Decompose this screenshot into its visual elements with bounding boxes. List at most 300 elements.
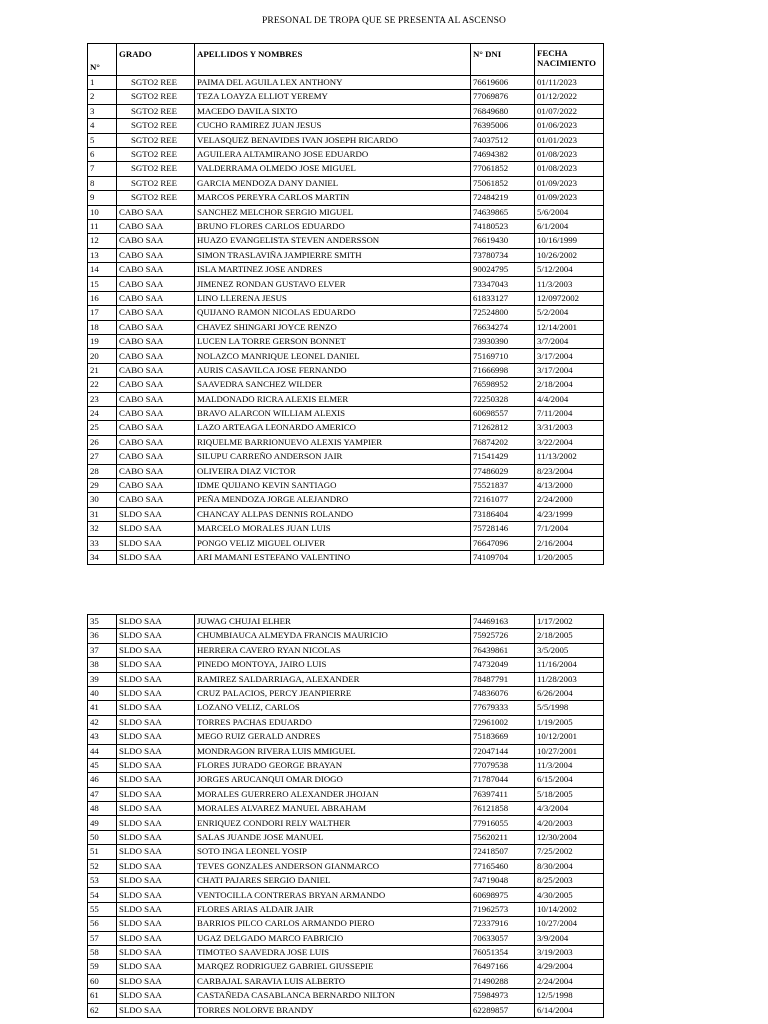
cell-dni: 74719048	[471, 874, 535, 888]
cell-fecha-nacimiento: 12/14/2001	[535, 320, 604, 334]
cell-grado: SLDO SAA	[117, 989, 195, 1003]
cell-fecha-nacimiento: 4/30/2005	[535, 888, 604, 902]
table-row	[88, 392, 604, 406]
cell-number: 5	[88, 133, 117, 147]
cell-dni: 74180523	[471, 219, 535, 233]
table-row	[88, 1003, 604, 1017]
cell-grado: SLDO SAA	[117, 830, 195, 844]
cell-dni: 75728146	[471, 522, 535, 536]
table-row	[88, 450, 604, 464]
cell-fecha-nacimiento: 5/6/2004	[535, 205, 604, 219]
table-row	[88, 335, 604, 349]
cell-nombres: IDME QUIJANO KEVIN SANTIAGO	[195, 478, 471, 492]
cell-grado: SLDO SAA	[117, 536, 195, 550]
table-row	[88, 205, 604, 219]
cell-dni: 76874202	[471, 435, 535, 449]
table-body-2	[88, 615, 604, 1018]
table-row	[88, 859, 604, 873]
cell-grado: SLDO SAA	[117, 744, 195, 758]
cell-nombres: CHUMBIAUCA ALMEYDA FRANCIS MAURICIO	[195, 629, 471, 643]
cell-fecha-nacimiento: 10/12/2001	[535, 730, 604, 744]
cell-dni: 72337916	[471, 917, 535, 931]
cell-grado: SGTO2 REE	[117, 147, 195, 161]
cell-fecha-nacimiento: 10/26/2002	[535, 248, 604, 262]
cell-number: 44	[88, 744, 117, 758]
cell-fecha-nacimiento: 01/01/2023	[535, 133, 604, 147]
cell-number: 32	[88, 522, 117, 536]
table-row	[88, 176, 604, 190]
cell-nombres: ENRIQUEZ CONDORI RELY WALTHER	[195, 816, 471, 830]
cell-nombres: UGAZ DELGADO MARCO FABRICIO	[195, 931, 471, 945]
cell-fecha-nacimiento: 4/3/2004	[535, 802, 604, 816]
cell-dni: 76619606	[471, 76, 535, 90]
cell-dni: 71490288	[471, 974, 535, 988]
table-row	[88, 974, 604, 988]
cell-number: 48	[88, 802, 117, 816]
cell-number: 43	[88, 730, 117, 744]
cell-fecha-nacimiento: 10/27/2004	[535, 917, 604, 931]
cell-fecha-nacimiento: 8/23/2004	[535, 464, 604, 478]
cell-number: 47	[88, 787, 117, 801]
cell-nombres: BRUNO FLORES CARLOS EDUARDO	[195, 219, 471, 233]
cell-grado: SLDO SAA	[117, 845, 195, 859]
cell-dni: 73930390	[471, 335, 535, 349]
table-row	[88, 421, 604, 435]
cell-nombres: PEÑA MENDOZA JORGE ALEJANDRO	[195, 493, 471, 507]
header-fecha-line1: FECHA	[537, 48, 568, 58]
cell-fecha-nacimiento: 8/25/2003	[535, 874, 604, 888]
cell-number: 25	[88, 421, 117, 435]
cell-fecha-nacimiento: 4/29/2004	[535, 960, 604, 974]
cell-fecha-nacimiento: 01/09/2023	[535, 176, 604, 190]
cell-grado: CABO SAA	[117, 205, 195, 219]
cell-grado: CABO SAA	[117, 248, 195, 262]
cell-fecha-nacimiento: 6/14/2004	[535, 1003, 604, 1017]
table-row	[88, 90, 604, 104]
cell-nombres: VENTOCILLA CONTRERAS BRYAN ARMANDO	[195, 888, 471, 902]
table-row	[88, 133, 604, 147]
cell-number: 39	[88, 672, 117, 686]
table-row	[88, 802, 604, 816]
cell-nombres: QUIJANO RAMON NICOLAS EDUARDO	[195, 306, 471, 320]
cell-dni: 78487791	[471, 672, 535, 686]
cell-fecha-nacimiento: 3/17/2004	[535, 363, 604, 377]
cell-number: 12	[88, 234, 117, 248]
cell-grado: SGTO2 REE	[117, 133, 195, 147]
cell-fecha-nacimiento: 11/28/2003	[535, 672, 604, 686]
table-row	[88, 219, 604, 233]
cell-number: 17	[88, 306, 117, 320]
table-row	[88, 191, 604, 205]
cell-nombres: MACEDO DAVILA SIXTO	[195, 104, 471, 118]
cell-nombres: TORRES PACHAS EDUARDO	[195, 715, 471, 729]
cell-fecha-nacimiento: 01/11/2023	[535, 76, 604, 90]
table-row	[88, 816, 604, 830]
table-row	[88, 104, 604, 118]
table-row	[88, 550, 604, 564]
cell-fecha-nacimiento: 1/19/2005	[535, 715, 604, 729]
table-row	[88, 478, 604, 492]
cell-nombres: HERRERA CAVERO RYAN NICOLAS	[195, 643, 471, 657]
table-row	[88, 715, 604, 729]
table-row	[88, 917, 604, 931]
cell-nombres: MARCOS PEREYRA CARLOS MARTIN	[195, 191, 471, 205]
table-header-row	[88, 44, 604, 76]
cell-dni: 76598952	[471, 378, 535, 392]
cell-grado: CABO SAA	[117, 320, 195, 334]
cell-grado: CABO SAA	[117, 363, 195, 377]
table-row	[88, 363, 604, 377]
cell-fecha-nacimiento: 01/12/2022	[535, 90, 604, 104]
table-row	[88, 787, 604, 801]
cell-number: 15	[88, 277, 117, 291]
cell-dni: 77165460	[471, 859, 535, 873]
header-fecha	[535, 44, 604, 76]
cell-fecha-nacimiento: 4/20/2003	[535, 816, 604, 830]
cell-nombres: CHANCAY ALLPAS DENNIS ROLANDO	[195, 507, 471, 521]
cell-dni: 77069876	[471, 90, 535, 104]
cell-number: 6	[88, 147, 117, 161]
cell-nombres: MORALES GUERRERO ALEXANDER JHOJAN	[195, 787, 471, 801]
table-row	[88, 888, 604, 902]
cell-dni: 75183669	[471, 730, 535, 744]
cell-dni: 71666998	[471, 363, 535, 377]
cell-number: 24	[88, 406, 117, 420]
cell-dni: 75169710	[471, 349, 535, 363]
cell-nombres: CARBAJAL SARAVIA LUIS ALBERTO	[195, 974, 471, 988]
cell-number: 21	[88, 363, 117, 377]
cell-nombres: LUCEN LA TORRE GERSON BONNET	[195, 335, 471, 349]
cell-dni: 74694382	[471, 147, 535, 161]
cell-grado: SGTO2 REE	[117, 176, 195, 190]
cell-grado: CABO SAA	[117, 277, 195, 291]
cell-dni: 72418507	[471, 845, 535, 859]
table-row	[88, 989, 604, 1003]
cell-dni: 75061852	[471, 176, 535, 190]
cell-grado: CABO SAA	[117, 450, 195, 464]
cell-grado: CABO SAA	[117, 349, 195, 363]
cell-number: 56	[88, 917, 117, 931]
cell-nombres: LOZANO VELIZ, CARLOS	[195, 701, 471, 715]
table-row	[88, 874, 604, 888]
table-row	[88, 378, 604, 392]
cell-nombres: SALAS JUANDE JOSE MANUEL	[195, 830, 471, 844]
cell-grado: CABO SAA	[117, 306, 195, 320]
cell-nombres: SIMON TRASLAVIÑA JAMPIERRE SMITH	[195, 248, 471, 262]
cell-fecha-nacimiento: 12/0972002	[535, 291, 604, 305]
table-row	[88, 758, 604, 772]
table-row	[88, 406, 604, 420]
cell-nombres: CHAVEZ SHINGARI JOYCE RENZO	[195, 320, 471, 334]
cell-number: 46	[88, 773, 117, 787]
cell-grado: SLDO SAA	[117, 758, 195, 772]
cell-fecha-nacimiento: 3/19/2003	[535, 945, 604, 959]
cell-number: 8	[88, 176, 117, 190]
table-row	[88, 536, 604, 550]
cell-dni: 71787044	[471, 773, 535, 787]
cell-grado: SLDO SAA	[117, 658, 195, 672]
table-row	[88, 629, 604, 643]
cell-grado: SLDO SAA	[117, 507, 195, 521]
cell-nombres: LAZO ARTEAGA LEONARDO AMERICO	[195, 421, 471, 435]
cell-grado: SLDO SAA	[117, 643, 195, 657]
cell-fecha-nacimiento: 1/17/2002	[535, 615, 604, 629]
cell-number: 11	[88, 219, 117, 233]
cell-fecha-nacimiento: 2/24/2000	[535, 493, 604, 507]
cell-fecha-nacimiento: 1/20/2005	[535, 550, 604, 564]
cell-dni: 72524800	[471, 306, 535, 320]
cell-number: 59	[88, 960, 117, 974]
cell-fecha-nacimiento: 3/22/2004	[535, 435, 604, 449]
table-row	[88, 830, 604, 844]
table-row	[88, 672, 604, 686]
table-row	[88, 730, 604, 744]
cell-grado: CABO SAA	[117, 421, 195, 435]
cell-grado: CABO SAA	[117, 435, 195, 449]
cell-nombres: MORALES ALVAREZ MANUEL ABRAHAM	[195, 802, 471, 816]
cell-fecha-nacimiento: 5/12/2004	[535, 263, 604, 277]
table-row	[88, 945, 604, 959]
cell-nombres: JORGES ARUCANQUI OMAR DIOGO	[195, 773, 471, 787]
cell-number: 13	[88, 248, 117, 262]
cell-nombres: AURIS CASAVILCA JOSE FERNANDO	[195, 363, 471, 377]
cell-dni: 61833127	[471, 291, 535, 305]
table-row	[88, 744, 604, 758]
cell-grado: SGTO2 REE	[117, 104, 195, 118]
cell-dni: 76395006	[471, 119, 535, 133]
cell-number: 31	[88, 507, 117, 521]
cell-nombres: SANCHEZ MELCHOR SERGIO MIGUEL	[195, 205, 471, 219]
cell-dni: 75925726	[471, 629, 535, 643]
cell-nombres: NOLAZCO MANRIQUE LEONEL DANIEL	[195, 349, 471, 363]
cell-grado: SLDO SAA	[117, 686, 195, 700]
cell-number: 1	[88, 76, 117, 90]
cell-dni: 75620211	[471, 830, 535, 844]
cell-number: 42	[88, 715, 117, 729]
cell-fecha-nacimiento: 11/3/2004	[535, 758, 604, 772]
cell-nombres: TEVES GONZALES ANDERSON GIANMARCO	[195, 859, 471, 873]
cell-grado: CABO SAA	[117, 234, 195, 248]
cell-number: 16	[88, 291, 117, 305]
cell-fecha-nacimiento: 3/7/2004	[535, 335, 604, 349]
header-dni: N° DNI	[471, 44, 535, 76]
cell-grado: SLDO SAA	[117, 917, 195, 931]
cell-nombres: SOTO INGA LEONEL YOSIP	[195, 845, 471, 859]
cell-fecha-nacimiento: 12/5/1998	[535, 989, 604, 1003]
cell-dni: 76051354	[471, 945, 535, 959]
cell-number: 53	[88, 874, 117, 888]
cell-fecha-nacimiento: 2/24/2004	[535, 974, 604, 988]
cell-grado: SLDO SAA	[117, 550, 195, 564]
table-row	[88, 522, 604, 536]
cell-fecha-nacimiento: 3/9/2004	[535, 931, 604, 945]
table-row	[88, 845, 604, 859]
cell-grado: CABO SAA	[117, 464, 195, 478]
cell-fecha-nacimiento: 01/06/2023	[535, 119, 604, 133]
cell-dni: 73347043	[471, 277, 535, 291]
cell-fecha-nacimiento: 5/2/2004	[535, 306, 604, 320]
cell-dni: 77916055	[471, 816, 535, 830]
cell-dni: 77679333	[471, 701, 535, 715]
cell-grado: SLDO SAA	[117, 945, 195, 959]
cell-grado: SGTO2 REE	[117, 191, 195, 205]
cell-nombres: MARQEZ RODRIGUEZ GABRIEL GIUSSEPIE	[195, 960, 471, 974]
header-no: N°	[88, 44, 117, 76]
cell-nombres: JIMENEZ RONDAN GUSTAVO ELVER	[195, 277, 471, 291]
cell-number: 23	[88, 392, 117, 406]
cell-dni: 72161077	[471, 493, 535, 507]
table-row	[88, 291, 604, 305]
cell-nombres: GARCIA MENDOZA DANY DANIEL	[195, 176, 471, 190]
cell-nombres: BARRIOS PILCO CARLOS ARMANDO PIERO	[195, 917, 471, 931]
cell-number: 10	[88, 205, 117, 219]
cell-grado: SLDO SAA	[117, 874, 195, 888]
table-row	[88, 643, 604, 657]
cell-dni: 72250328	[471, 392, 535, 406]
cell-grado: SLDO SAA	[117, 859, 195, 873]
cell-fecha-nacimiento: 3/5/2005	[535, 643, 604, 657]
cell-fecha-nacimiento: 7/11/2004	[535, 406, 604, 420]
cell-grado: CABO SAA	[117, 335, 195, 349]
cell-number: 28	[88, 464, 117, 478]
cell-number: 2	[88, 90, 117, 104]
cell-fecha-nacimiento: 11/3/2003	[535, 277, 604, 291]
cell-fecha-nacimiento: 11/16/2004	[535, 658, 604, 672]
cell-number: 27	[88, 450, 117, 464]
cell-dni: 71262812	[471, 421, 535, 435]
cell-fecha-nacimiento: 10/27/2001	[535, 744, 604, 758]
cell-fecha-nacimiento: 11/13/2002	[535, 450, 604, 464]
cell-grado: SLDO SAA	[117, 802, 195, 816]
cell-number: 29	[88, 478, 117, 492]
table-row	[88, 248, 604, 262]
cell-dni: 76647096	[471, 536, 535, 550]
cell-number: 33	[88, 536, 117, 550]
table-row	[88, 493, 604, 507]
cell-dni: 73780734	[471, 248, 535, 262]
cell-fecha-nacimiento: 8/30/2004	[535, 859, 604, 873]
cell-grado: SLDO SAA	[117, 615, 195, 629]
table-row	[88, 277, 604, 291]
cell-dni: 71962573	[471, 902, 535, 916]
cell-number: 51	[88, 845, 117, 859]
cell-number: 40	[88, 686, 117, 700]
cell-fecha-nacimiento: 6/1/2004	[535, 219, 604, 233]
cell-dni: 75521837	[471, 478, 535, 492]
table-row	[88, 960, 604, 974]
cell-nombres: CUCHO RAMIREZ JUAN JESUS	[195, 119, 471, 133]
cell-nombres: MEGO RUIZ GERALD ANDRES	[195, 730, 471, 744]
cell-grado: SLDO SAA	[117, 715, 195, 729]
cell-nombres: TIMOTEO SAAVEDRA JOSE LUIS	[195, 945, 471, 959]
table-row	[88, 902, 604, 916]
cell-dni: 71541429	[471, 450, 535, 464]
cell-grado: CABO SAA	[117, 291, 195, 305]
table-row	[88, 234, 604, 248]
cell-dni: 62289857	[471, 1003, 535, 1017]
cell-dni: 74732049	[471, 658, 535, 672]
cell-nombres: SAAVEDRA SANCHEZ WILDER	[195, 378, 471, 392]
cell-grado: CABO SAA	[117, 493, 195, 507]
cell-dni: 77061852	[471, 162, 535, 176]
cell-dni: 75984973	[471, 989, 535, 1003]
cell-dni: 74109704	[471, 550, 535, 564]
cell-number: 7	[88, 162, 117, 176]
cell-grado: SLDO SAA	[117, 730, 195, 744]
cell-nombres: ARI MAMANI ESTEFANO VALENTINO	[195, 550, 471, 564]
cell-dni: 76497166	[471, 960, 535, 974]
cell-fecha-nacimiento: 7/1/2004	[535, 522, 604, 536]
cell-nombres: MALDONADO RICRA ALEXIS ELMER	[195, 392, 471, 406]
cell-number: 58	[88, 945, 117, 959]
cell-grado: SLDO SAA	[117, 787, 195, 801]
cell-number: 57	[88, 931, 117, 945]
table-row	[88, 147, 604, 161]
cell-fecha-nacimiento: 01/07/2022	[535, 104, 604, 118]
cell-grado: SLDO SAA	[117, 816, 195, 830]
cell-dni: 60698975	[471, 888, 535, 902]
cell-nombres: HUAZO EVANGELISTA STEVEN ANDERSSON	[195, 234, 471, 248]
cell-grado: SLDO SAA	[117, 773, 195, 787]
cell-dni: 76121858	[471, 802, 535, 816]
cell-grado: SLDO SAA	[117, 629, 195, 643]
cell-grado: SGTO2 REE	[117, 90, 195, 104]
cell-nombres: PINEDO MONTOYA, JAIRO LUIS	[195, 658, 471, 672]
table-row	[88, 701, 604, 715]
table-row	[88, 773, 604, 787]
cell-fecha-nacimiento: 5/5/1998	[535, 701, 604, 715]
cell-nombres: FLORES JURADO GEORGE BRAYAN	[195, 758, 471, 772]
cell-number: 60	[88, 974, 117, 988]
cell-grado: SLDO SAA	[117, 522, 195, 536]
cell-grado: SLDO SAA	[117, 902, 195, 916]
cell-number: 35	[88, 615, 117, 629]
cell-nombres: RIQUELME BARRIONUEVO ALEXIS YAMPIER	[195, 435, 471, 449]
cell-number: 26	[88, 435, 117, 449]
header-fecha-line2: NACIMIENTO	[537, 58, 596, 68]
cell-nombres: FLORES ARIAS ALDAIR JAIR	[195, 902, 471, 916]
cell-grado: CABO SAA	[117, 392, 195, 406]
cell-fecha-nacimiento: 5/18/2005	[535, 787, 604, 801]
cell-fecha-nacimiento: 6/15/2004	[535, 773, 604, 787]
personnel-table-2	[87, 614, 604, 1018]
cell-number: 30	[88, 493, 117, 507]
cell-fecha-nacimiento: 10/14/2002	[535, 902, 604, 916]
table-row	[88, 119, 604, 133]
cell-dni: 72961002	[471, 715, 535, 729]
cell-grado: CABO SAA	[117, 219, 195, 233]
cell-grado: SLDO SAA	[117, 960, 195, 974]
cell-dni: 77486029	[471, 464, 535, 478]
cell-nombres: CRUZ PALACIOS, PERCY JEANPIERRE	[195, 686, 471, 700]
cell-dni: 70633057	[471, 931, 535, 945]
cell-number: 41	[88, 701, 117, 715]
cell-number: 61	[88, 989, 117, 1003]
cell-fecha-nacimiento: 3/31/2003	[535, 421, 604, 435]
cell-dni: 77079538	[471, 758, 535, 772]
cell-grado: SLDO SAA	[117, 701, 195, 715]
cell-fecha-nacimiento: 6/26/2004	[535, 686, 604, 700]
cell-number: 19	[88, 335, 117, 349]
table-row	[88, 435, 604, 449]
cell-nombres: LINO LLERENA JESUS	[195, 291, 471, 305]
cell-number: 36	[88, 629, 117, 643]
cell-nombres: CHATI PAJARES SERGIO DANIEL	[195, 874, 471, 888]
cell-dni: 90024795	[471, 263, 535, 277]
cell-grado: SLDO SAA	[117, 888, 195, 902]
cell-nombres: TORRES NOLORVE BRANDY	[195, 1003, 471, 1017]
cell-fecha-nacimiento: 7/25/2002	[535, 845, 604, 859]
